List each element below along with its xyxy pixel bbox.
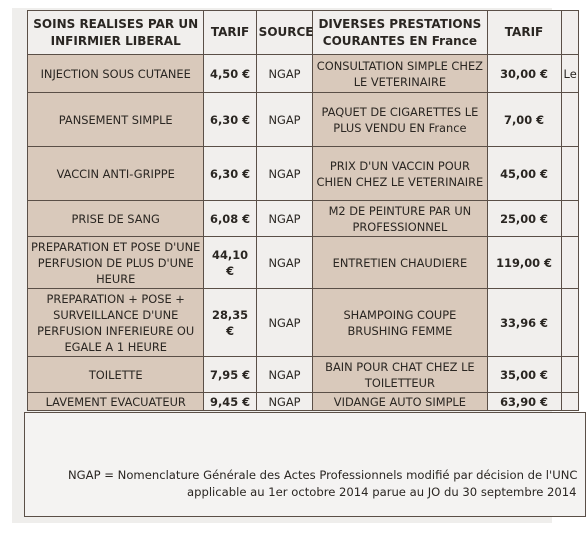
cropped-cell	[561, 201, 578, 237]
soin-cell: LAVEMENT EVACUATEUR	[28, 393, 204, 411]
document-photo	[12, 8, 578, 523]
cropped-cell: Le	[561, 55, 578, 93]
tarif-cell: 28,35 €	[204, 289, 256, 357]
tarif-cell: 6,30 €	[204, 147, 256, 201]
header-source: SOURCE	[256, 11, 313, 55]
tarif-prestation-cell: 119,00 €	[487, 237, 561, 289]
tarif-cell: 6,08 €	[204, 201, 256, 237]
source-cell: NGAP	[256, 55, 313, 93]
source-cell: NGAP	[256, 289, 313, 357]
prestation-cell: VIDANGE AUTO SIMPLE	[313, 393, 487, 411]
tarif-cell: 6,30 €	[204, 93, 256, 147]
table-row	[28, 93, 579, 147]
prestation-cell: PAQUET DE CIGARETTES LE PLUS VENDU EN France	[313, 93, 487, 147]
soin-cell: TOILETTE	[28, 357, 204, 393]
prestation-cell: CONSULTATION SIMPLE CHEZ LE VETERINAIRE	[313, 55, 487, 93]
table-row	[28, 289, 579, 357]
table-row	[28, 237, 579, 289]
cropped-cell	[561, 393, 578, 411]
cropped-cell	[561, 237, 578, 289]
soin-cell: PREPARATION ET POSE D'UNE PERFUSION DE PLUS D'UNE HEURE	[28, 237, 204, 289]
soin-cell: VACCIN ANTI-GRIPPE	[28, 147, 204, 201]
cropped-cell	[561, 289, 578, 357]
prestation-cell: ENTRETIEN CHAUDIERE	[313, 237, 487, 289]
source-cell: NGAP	[256, 147, 313, 201]
source-cell: NGAP	[256, 237, 313, 289]
source-cell: NGAP	[256, 357, 313, 393]
footnote-text	[68, 467, 588, 501]
table-row	[28, 147, 579, 201]
prestation-cell: BAIN POUR CHAT CHEZ LE TOILETTEUR	[313, 357, 487, 393]
table-row	[28, 201, 579, 237]
header-tarif: TARIF	[204, 11, 256, 55]
prestation-cell: PRIX D'UN VACCIN POUR CHIEN CHEZ LE VETERINAIRE	[313, 147, 487, 201]
header-prestations: DIVERSES PRESTATIONS COURANTES EN France	[313, 11, 487, 55]
source-cell: NGAP	[256, 393, 313, 411]
header-cropped	[561, 11, 578, 55]
source-cell: NGAP	[256, 93, 313, 147]
footnote-line-2: applicable au 1er octobre 2014 parue au JO du 30 septembre 2014	[187, 485, 577, 499]
table-row	[28, 55, 579, 93]
tarif-prestation-cell: 35,00 €	[487, 357, 561, 393]
tarif-cell: 4,50 €	[204, 55, 256, 93]
tarif-prestation-cell: 63,90 €	[487, 393, 561, 411]
source-cell: NGAP	[256, 201, 313, 237]
table-row	[28, 393, 579, 411]
table-row	[28, 357, 579, 393]
tarif-prestation-cell: 45,00 €	[487, 147, 561, 201]
cropped-cell	[561, 357, 578, 393]
footnote-box	[24, 412, 586, 517]
tarif-prestation-cell: 30,00 €	[487, 55, 561, 93]
soin-cell: PANSEMENT SIMPLE	[28, 93, 204, 147]
soin-cell: PRISE DE SANG	[28, 201, 204, 237]
tarif-cell: 9,45 €	[204, 393, 256, 411]
tarif-cell: 7,95 €	[204, 357, 256, 393]
soin-cell: PREPARATION + POSE + SURVEILLANCE D'UNE PERFUSION INFERIEURE OU EGALE A 1 HEURE	[28, 289, 204, 357]
tarif-prestation-cell: 25,00 €	[487, 201, 561, 237]
soin-cell: INJECTION SOUS CUTANEE	[28, 55, 204, 93]
cropped-cell	[561, 93, 578, 147]
tarif-cell: 44,10 €	[204, 237, 256, 289]
tarif-prestation-cell: 7,00 €	[487, 93, 561, 147]
footnote-line-1: NGAP = Nomenclature Générale des Actes Professionnels modifié par décision de l'UNC	[68, 468, 578, 482]
cropped-cell	[561, 147, 578, 201]
tarif-prestation-cell: 33,96 €	[487, 289, 561, 357]
table-header-row	[28, 11, 579, 55]
prestation-cell: SHAMPOING COUPE BRUSHING FEMME	[313, 289, 487, 357]
price-comparison-table	[27, 10, 579, 411]
header-soins: SOINS REALISES PAR UN INFIRMIER LIBERAL	[28, 11, 204, 55]
header-tarif-prestation: TARIF	[487, 11, 561, 55]
prestation-cell: M2 DE PEINTURE PAR UN PROFESSIONNEL	[313, 201, 487, 237]
